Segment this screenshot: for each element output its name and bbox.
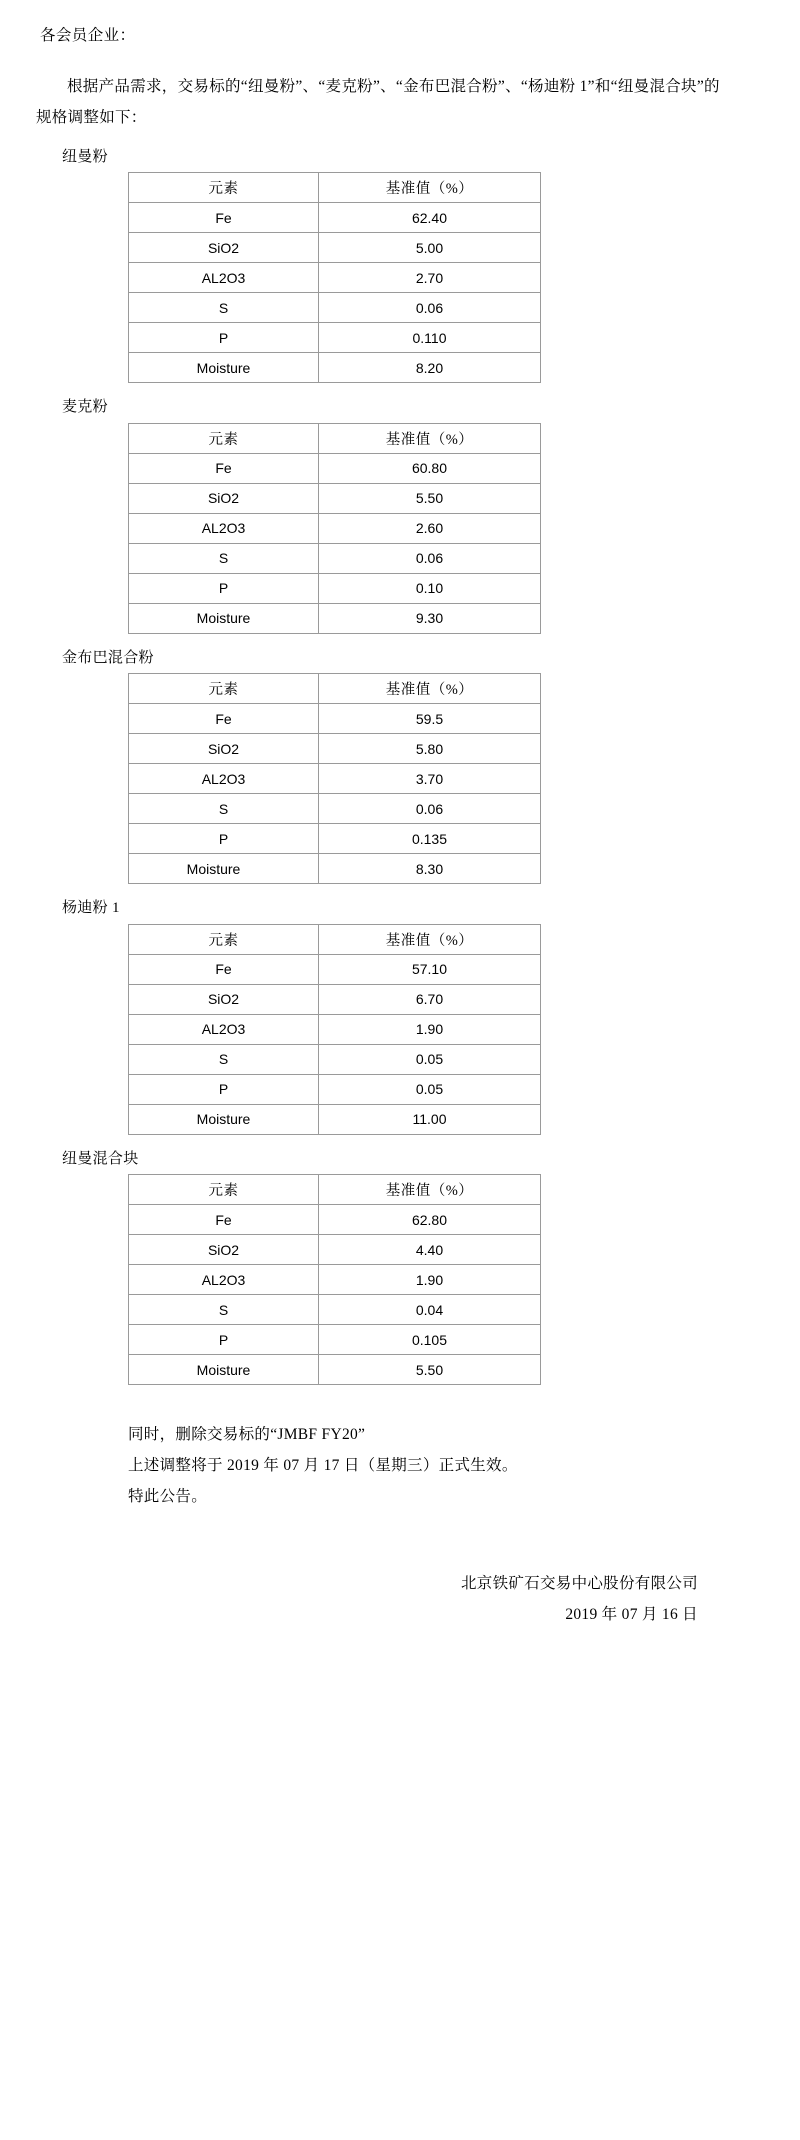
closing-line-1: 上述调整将于 2019 年 07 月 17 日（星期三）正式生效。 — [128, 1457, 518, 1475]
spec-table-0 — [128, 172, 541, 383]
cell-value: 0.05 — [319, 1044, 541, 1074]
table-row — [129, 233, 541, 263]
cell-element: S — [129, 293, 319, 323]
cell-element: S — [129, 543, 319, 573]
table-header-row — [129, 173, 541, 203]
table-row — [129, 1355, 541, 1385]
column-header-element: 元素 — [129, 1175, 319, 1205]
cell-element: Moisture — [129, 603, 319, 633]
cell-element: SiO2 — [129, 233, 319, 263]
cell-value: 6.70 — [319, 984, 541, 1014]
cell-value: 62.40 — [319, 203, 541, 233]
table-row — [129, 543, 541, 573]
cell-element: Moisture — [129, 1355, 319, 1385]
cell-element: Fe — [129, 453, 319, 483]
table-row — [129, 1014, 541, 1044]
cell-element: Moisture — [129, 353, 319, 383]
table-row — [129, 323, 541, 353]
cell-element: Fe — [129, 704, 319, 734]
table-row — [129, 954, 541, 984]
cell-value: 59.5 — [319, 704, 541, 734]
cell-value: 1.90 — [319, 1265, 541, 1295]
table-row — [129, 824, 541, 854]
signature-date: 2019 年 07 月 16 日 — [565, 1606, 698, 1624]
table-label-3: 杨迪粉 1 — [62, 900, 120, 917]
cell-value: 3.70 — [319, 764, 541, 794]
table-label-0: 纽曼粉 — [62, 148, 108, 165]
table-row — [129, 203, 541, 233]
cell-element: P — [129, 824, 319, 854]
cell-value: 57.10 — [319, 954, 541, 984]
table-row — [129, 704, 541, 734]
cell-value: 0.06 — [319, 543, 541, 573]
closing-line-0: 同时，删除交易标的“JMBF FY20” — [128, 1426, 366, 1444]
column-header-value: 基准值（%） — [319, 1175, 541, 1205]
cell-value: 0.06 — [319, 794, 541, 824]
table-row — [129, 603, 541, 633]
table-label-1: 麦克粉 — [62, 399, 108, 416]
table-label-4: 纽曼混合块 — [62, 1150, 139, 1167]
table-row — [129, 513, 541, 543]
cell-element: Fe — [129, 203, 319, 233]
column-header-element: 元素 — [129, 924, 319, 954]
cell-element: Fe — [129, 1205, 319, 1235]
cell-element: Moisture — [119, 854, 309, 884]
spec-table-4 — [128, 1174, 541, 1385]
table-row — [129, 794, 541, 824]
table-row — [129, 263, 541, 293]
cell-value: 11.00 — [319, 1104, 541, 1134]
table-row — [129, 1325, 541, 1355]
cell-element: P — [129, 1325, 319, 1355]
cell-element: SiO2 — [129, 1235, 319, 1265]
cell-element: S — [129, 1044, 319, 1074]
cell-element: AL2O3 — [129, 513, 319, 543]
cell-value: 5.50 — [319, 483, 541, 513]
table-row — [129, 1044, 541, 1074]
table-header-row — [129, 674, 541, 704]
spec-table-3 — [128, 924, 541, 1135]
table-row — [129, 293, 541, 323]
cell-element: SiO2 — [129, 483, 319, 513]
cell-value: 1.90 — [319, 1014, 541, 1044]
cell-value: 0.10 — [319, 573, 541, 603]
column-header-element: 元素 — [129, 423, 319, 453]
cell-element: SiO2 — [129, 984, 319, 1014]
table-row — [129, 573, 541, 603]
table-row — [129, 1074, 541, 1104]
table-row — [129, 1235, 541, 1265]
column-header-value: 基准值（%） — [319, 173, 541, 203]
closing-line-2: 特此公告。 — [128, 1488, 208, 1506]
cell-element: P — [129, 323, 319, 353]
cell-value: 60.80 — [319, 453, 541, 483]
cell-element: SiO2 — [129, 734, 319, 764]
cell-value: 2.70 — [319, 263, 541, 293]
cell-value: 0.04 — [319, 1295, 541, 1325]
signature-company: 北京铁矿石交易中心股份有限公司 — [460, 1575, 698, 1593]
column-header-value: 基准值（%） — [319, 674, 541, 704]
table-row — [129, 353, 541, 383]
cell-value: 5.50 — [319, 1355, 541, 1385]
cell-element: P — [129, 1074, 319, 1104]
cell-element: S — [129, 1295, 319, 1325]
table-row — [129, 854, 541, 884]
cell-element: AL2O3 — [129, 263, 319, 293]
table-row — [129, 734, 541, 764]
column-header-value: 基准值（%） — [319, 423, 541, 453]
cell-value: 8.20 — [319, 353, 541, 383]
cell-element: AL2O3 — [129, 1014, 319, 1044]
cell-value: 8.30 — [319, 854, 541, 884]
table-row — [129, 984, 541, 1014]
spec-table-1 — [128, 423, 541, 634]
intro-paragraph: 根据产品需求，交易标的“纽曼粉”、“麦克粉”、“金布巴混合粉”、“杨迪粉 1”和“纽曼混合块”的规格调整如下： — [36, 77, 720, 126]
cell-element: AL2O3 — [129, 1265, 319, 1295]
table-header-row — [129, 1175, 541, 1205]
column-header-value: 基准值（%） — [319, 924, 541, 954]
table-row — [129, 764, 541, 794]
cell-element: Fe — [129, 954, 319, 984]
cell-value: 0.06 — [319, 293, 541, 323]
cell-value: 9.30 — [319, 603, 541, 633]
table-row — [129, 1205, 541, 1235]
cell-value: 2.60 — [319, 513, 541, 543]
cell-value: 5.80 — [319, 734, 541, 764]
cell-value: 0.110 — [319, 323, 541, 353]
cell-value: 5.00 — [319, 233, 541, 263]
column-header-element: 元素 — [129, 173, 319, 203]
cell-value: 0.05 — [319, 1074, 541, 1104]
cell-element: Moisture — [129, 1104, 319, 1134]
cell-element: AL2O3 — [129, 764, 319, 794]
column-header-element: 元素 — [129, 674, 319, 704]
cell-value: 0.135 — [319, 824, 541, 854]
table-row — [129, 453, 541, 483]
table-row — [129, 483, 541, 513]
cell-value: 0.105 — [319, 1325, 541, 1355]
table-label-2: 金布巴混合粉 — [62, 649, 154, 666]
table-row — [129, 1265, 541, 1295]
spec-table-2 — [128, 673, 541, 884]
table-row — [129, 1104, 541, 1134]
cell-element: S — [129, 794, 319, 824]
table-header-row — [129, 423, 541, 453]
cell-value: 4.40 — [319, 1235, 541, 1265]
salutation: 各会员企业： — [40, 27, 136, 44]
cell-value: 62.80 — [319, 1205, 541, 1235]
table-row — [129, 1295, 541, 1325]
cell-element: P — [129, 573, 319, 603]
table-header-row — [129, 924, 541, 954]
